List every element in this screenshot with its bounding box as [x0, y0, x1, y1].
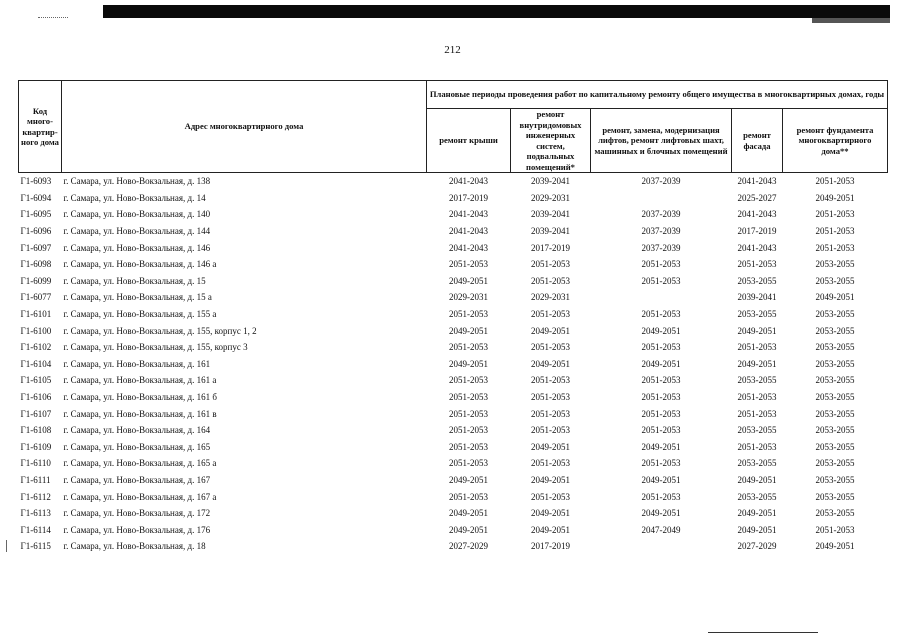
cell-foundation: 2053-2055	[815, 325, 855, 336]
cell-address: г. Самара, ул. Ново-Вокзальная, д. 164	[63, 425, 211, 436]
cell-facade: 2053-2055	[737, 375, 777, 386]
cell-elevators	[591, 538, 732, 555]
cell-elevators: 2037-2039	[641, 226, 681, 237]
header-code: Код много-квартир-ного дома	[19, 81, 62, 173]
capital-repair-table	[18, 80, 888, 555]
cell-roof: 2017-2019	[449, 192, 488, 203]
cell-roof: 2041-2043	[449, 176, 488, 187]
cell-foundation: 2053-2055	[815, 358, 855, 369]
cell-code: Г1-6109	[20, 441, 52, 452]
cell-engineering: 2049-2051	[531, 474, 570, 485]
cell-elevators: 2051-2053	[641, 375, 681, 386]
cell-foundation: 2051-2053	[815, 524, 855, 535]
cell-roof: 2041-2043	[449, 209, 488, 220]
table-row	[19, 289, 888, 306]
cell-code: Г1-6105	[20, 375, 52, 386]
cell-code: Г1-6097	[20, 242, 52, 253]
cell-address: г. Самара, ул. Ново-Вокзальная, д. 172	[63, 508, 211, 519]
table-row	[19, 389, 888, 406]
cell-code: Г1-6095	[20, 209, 52, 220]
cell-code: Г1-6100	[20, 325, 52, 336]
header-periods-group: Плановые периоды проведения работ по капитальному ремонту общего имущества в многоквартирных домах, годы	[427, 81, 888, 109]
cell-engineering: 2029-2031	[531, 292, 570, 303]
cell-roof: 2049-2051	[449, 358, 488, 369]
cell-facade: 2049-2051	[737, 474, 777, 485]
cell-roof: 2051-2053	[449, 408, 488, 419]
cell-engineering: 2049-2051	[531, 441, 570, 452]
cell-roof: 2049-2051	[449, 524, 488, 535]
cell-code: Г1-6106	[20, 392, 52, 403]
cell-address: г. Самара, ул. Ново-Вокзальная, д. 15 а	[63, 292, 212, 303]
page-number: 212	[444, 44, 461, 56]
header-address: Адрес многоквартирного дома	[62, 81, 427, 173]
cell-roof: 2049-2051	[449, 508, 488, 519]
cell-foundation: 2053-2055	[815, 342, 855, 353]
cell-address: г. Самара, ул. Ново-Вокзальная, д. 144	[63, 226, 211, 237]
cell-code: Г1-6077	[20, 292, 52, 303]
cell-engineering: 2039-2041	[531, 209, 570, 220]
table-row	[19, 455, 888, 472]
cell-engineering: 2029-2031	[531, 192, 570, 203]
header-engineering: ремонт внутридомовых инженерных систем, подвальных помещений*	[511, 109, 591, 173]
cell-code: Г1-6098	[20, 259, 52, 270]
table-row	[19, 306, 888, 323]
table-row	[19, 488, 888, 505]
cell-engineering: 2051-2053	[531, 309, 570, 320]
cell-engineering: 2051-2053	[531, 259, 570, 270]
cell-roof: 2051-2053	[449, 259, 488, 270]
cell-engineering: 2051-2053	[531, 275, 570, 286]
cell-code: Г1-6113	[20, 508, 51, 519]
cell-roof: 2051-2053	[449, 425, 488, 436]
cell-engineering: 2039-2041	[531, 226, 570, 237]
cell-address: г. Самара, ул. Ново-Вокзальная, д. 146	[63, 242, 211, 253]
table-row	[19, 256, 888, 273]
cell-foundation: 2053-2055	[815, 375, 855, 386]
cell-address: г. Самара, ул. Ново-Вокзальная, д. 14	[63, 192, 206, 203]
scan-artifact	[38, 17, 68, 19]
table-row	[19, 472, 888, 489]
header-elevators: ремонт, замена, модернизация лифтов, ремонт лифтовых шахт, машинных и блочных помещений	[591, 109, 732, 173]
cell-facade: 2039-2041	[737, 292, 777, 303]
cell-address: г. Самара, ул. Ново-Вокзальная, д. 146 а	[63, 259, 217, 270]
cell-engineering: 2049-2051	[531, 508, 570, 519]
header-roof: ремонт крыши	[427, 109, 511, 173]
cell-address: г. Самара, ул. Ново-Вокзальная, д. 165	[63, 441, 211, 452]
cell-code: Г1-6099	[20, 275, 52, 286]
cell-facade: 2051-2053	[737, 441, 777, 452]
cell-foundation: 2053-2055	[815, 491, 855, 502]
scan-bottom-mark	[708, 632, 818, 633]
cell-foundation: 2049-2051	[815, 192, 855, 203]
cell-facade: 2049-2051	[737, 358, 777, 369]
cell-facade: 2025-2027	[737, 192, 777, 203]
cell-address: г. Самара, ул. Ново-Вокзальная, д. 161 а	[63, 375, 217, 386]
cell-engineering: 2039-2041	[531, 176, 570, 187]
cell-elevators: 2049-2051	[641, 325, 681, 336]
cell-roof: 2051-2053	[449, 309, 488, 320]
cell-address: г. Самара, ул. Ново-Вокзальная, д. 161 в	[63, 408, 217, 419]
cell-facade: 2053-2055	[737, 491, 777, 502]
table-row	[19, 422, 888, 439]
header-foundation: ремонт фундамента многоквартирного дома**	[783, 109, 888, 173]
cell-code: Г1-6115	[20, 541, 51, 552]
table-row	[19, 439, 888, 456]
cell-elevators: 2049-2051	[641, 508, 681, 519]
cell-roof: 2041-2043	[449, 242, 488, 253]
cell-elevators	[591, 289, 732, 306]
cell-address: г. Самара, ул. Ново-Вокзальная, д. 138	[63, 176, 211, 187]
cell-elevators: 2051-2053	[641, 342, 681, 353]
header-facade: ремонт фасада	[732, 109, 783, 173]
cell-address: г. Самара, ул. Ново-Вокзальная, д. 15	[63, 275, 206, 286]
cell-roof: 2051-2053	[449, 441, 488, 452]
cell-facade: 2053-2055	[737, 275, 777, 286]
cell-facade: 2041-2043	[737, 176, 777, 187]
cell-address: г. Самара, ул. Ново-Вокзальная, д. 155, корпус 3	[63, 342, 248, 353]
cell-elevators: 2051-2053	[641, 309, 681, 320]
cell-code: Г1-6102	[20, 342, 52, 353]
cell-roof: 2027-2029	[449, 541, 488, 552]
cell-engineering: 2017-2019	[531, 541, 570, 552]
table-row	[19, 273, 888, 290]
cell-roof: 2049-2051	[449, 474, 488, 485]
cell-foundation: 2053-2055	[815, 508, 855, 519]
cell-facade: 2041-2043	[737, 242, 777, 253]
cell-address: г. Самара, ул. Ново-Вокзальная, д. 165 а	[63, 458, 217, 469]
scan-top-edge-tail	[812, 18, 890, 23]
cell-engineering: 2049-2051	[531, 524, 570, 535]
table-row	[19, 239, 888, 256]
cell-foundation: 2049-2051	[815, 541, 855, 552]
cell-facade: 2053-2055	[737, 309, 777, 320]
cell-elevators: 2047-2049	[641, 524, 681, 535]
cell-facade: 2049-2051	[737, 325, 777, 336]
table-row	[19, 538, 888, 555]
cell-engineering: 2017-2019	[531, 242, 570, 253]
cell-facade: 2053-2055	[737, 458, 777, 469]
cell-foundation: 2053-2055	[815, 441, 855, 452]
cell-elevators: 2049-2051	[641, 474, 681, 485]
cell-elevators: 2049-2051	[641, 358, 681, 369]
table-row	[19, 505, 888, 522]
cell-code: Г1-6111	[20, 474, 51, 485]
cell-facade: 2017-2019	[737, 226, 777, 237]
table-row	[19, 173, 888, 190]
cell-address: г. Самара, ул. Ново-Вокзальная, д. 155 а	[63, 309, 217, 320]
cell-address: г. Самара, ул. Ново-Вокзальная, д. 161 б	[63, 392, 217, 403]
cell-facade: 2051-2053	[737, 259, 777, 270]
cell-foundation: 2051-2053	[815, 226, 855, 237]
cell-engineering: 2051-2053	[531, 425, 570, 436]
cell-roof: 2051-2053	[449, 491, 488, 502]
scan-top-edge	[103, 5, 890, 18]
cell-address: г. Самара, ул. Ново-Вокзальная, д. 140	[63, 209, 211, 220]
cell-elevators: 2037-2039	[641, 176, 681, 187]
cell-foundation: 2051-2053	[815, 176, 855, 187]
table-row	[19, 190, 888, 207]
cell-roof: 2029-2031	[449, 292, 488, 303]
cell-code: Г1-6101	[20, 309, 52, 320]
cell-elevators: 2049-2051	[641, 441, 681, 452]
cell-code: Г1-6104	[20, 358, 52, 369]
cell-facade: 2049-2051	[737, 508, 777, 519]
cell-roof: 2041-2043	[449, 226, 488, 237]
cell-roof: 2051-2053	[449, 342, 488, 353]
cell-engineering: 2051-2053	[531, 458, 570, 469]
cell-code: Г1-6114	[20, 524, 51, 535]
cell-engineering: 2049-2051	[531, 325, 570, 336]
cell-foundation: 2053-2055	[815, 474, 855, 485]
table-row	[19, 339, 888, 356]
cell-foundation: 2051-2053	[815, 242, 855, 253]
cell-facade: 2049-2051	[737, 524, 777, 535]
table-row	[19, 521, 888, 538]
table-row	[19, 206, 888, 223]
cell-code: Г1-6094	[20, 192, 52, 203]
cell-code: Г1-6107	[20, 408, 52, 419]
cell-roof: 2049-2051	[449, 275, 488, 286]
cell-foundation: 2053-2055	[815, 458, 855, 469]
cell-code: Г1-6110	[20, 458, 51, 469]
cell-engineering: 2049-2051	[531, 358, 570, 369]
cell-address: г. Самара, ул. Ново-Вокзальная, д. 161	[63, 358, 211, 369]
table-body	[19, 173, 888, 555]
cell-code: Г1-6096	[20, 226, 52, 237]
cell-foundation: 2053-2055	[815, 259, 855, 270]
cell-code: Г1-6108	[20, 425, 52, 436]
cell-foundation: 2053-2055	[815, 309, 855, 320]
cell-elevators: 2051-2053	[641, 458, 681, 469]
cell-facade: 2027-2029	[737, 541, 777, 552]
cell-elevators: 2051-2053	[641, 275, 681, 286]
cell-address: г. Самара, ул. Ново-Вокзальная, д. 167	[63, 474, 211, 485]
table-row	[19, 405, 888, 422]
cell-foundation: 2053-2055	[815, 392, 855, 403]
cell-roof: 2051-2053	[449, 458, 488, 469]
cell-address: г. Самара, ул. Ново-Вокзальная, д. 167 а	[63, 491, 217, 502]
cell-elevators: 2037-2039	[641, 209, 681, 220]
cell-engineering: 2051-2053	[531, 375, 570, 386]
cell-foundation: 2053-2055	[815, 408, 855, 419]
scan-margin-mark	[6, 540, 7, 552]
cell-facade: 2041-2043	[737, 209, 777, 220]
table-row	[19, 223, 888, 240]
cell-foundation: 2051-2053	[815, 209, 855, 220]
cell-code: Г1-6093	[20, 176, 52, 187]
table-row	[19, 356, 888, 373]
cell-address: г. Самара, ул. Ново-Вокзальная, д. 176	[63, 524, 211, 535]
cell-elevators: 2051-2053	[641, 491, 681, 502]
cell-elevators	[591, 190, 732, 207]
cell-roof: 2051-2053	[449, 375, 488, 386]
cell-elevators: 2051-2053	[641, 259, 681, 270]
cell-engineering: 2051-2053	[531, 392, 570, 403]
cell-facade: 2051-2053	[737, 408, 777, 419]
cell-elevators: 2051-2053	[641, 425, 681, 436]
cell-roof: 2051-2053	[449, 392, 488, 403]
cell-elevators: 2037-2039	[641, 242, 681, 253]
cell-foundation: 2053-2055	[815, 275, 855, 286]
cell-facade: 2053-2055	[737, 425, 777, 436]
cell-engineering: 2051-2053	[531, 491, 570, 502]
cell-address: г. Самара, ул. Ново-Вокзальная, д. 155, корпус 1, 2	[63, 325, 257, 336]
cell-elevators: 2051-2053	[641, 408, 681, 419]
cell-facade: 2051-2053	[737, 392, 777, 403]
cell-foundation: 2053-2055	[815, 425, 855, 436]
cell-code: Г1-6112	[20, 491, 51, 502]
cell-roof: 2049-2051	[449, 325, 488, 336]
cell-engineering: 2051-2053	[531, 342, 570, 353]
cell-elevators: 2051-2053	[641, 392, 681, 403]
cell-address: г. Самара, ул. Ново-Вокзальная, д. 18	[63, 541, 206, 552]
table-row	[19, 372, 888, 389]
table-row	[19, 322, 888, 339]
cell-facade: 2051-2053	[737, 342, 777, 353]
cell-foundation: 2049-2051	[815, 292, 855, 303]
cell-engineering: 2051-2053	[531, 408, 570, 419]
